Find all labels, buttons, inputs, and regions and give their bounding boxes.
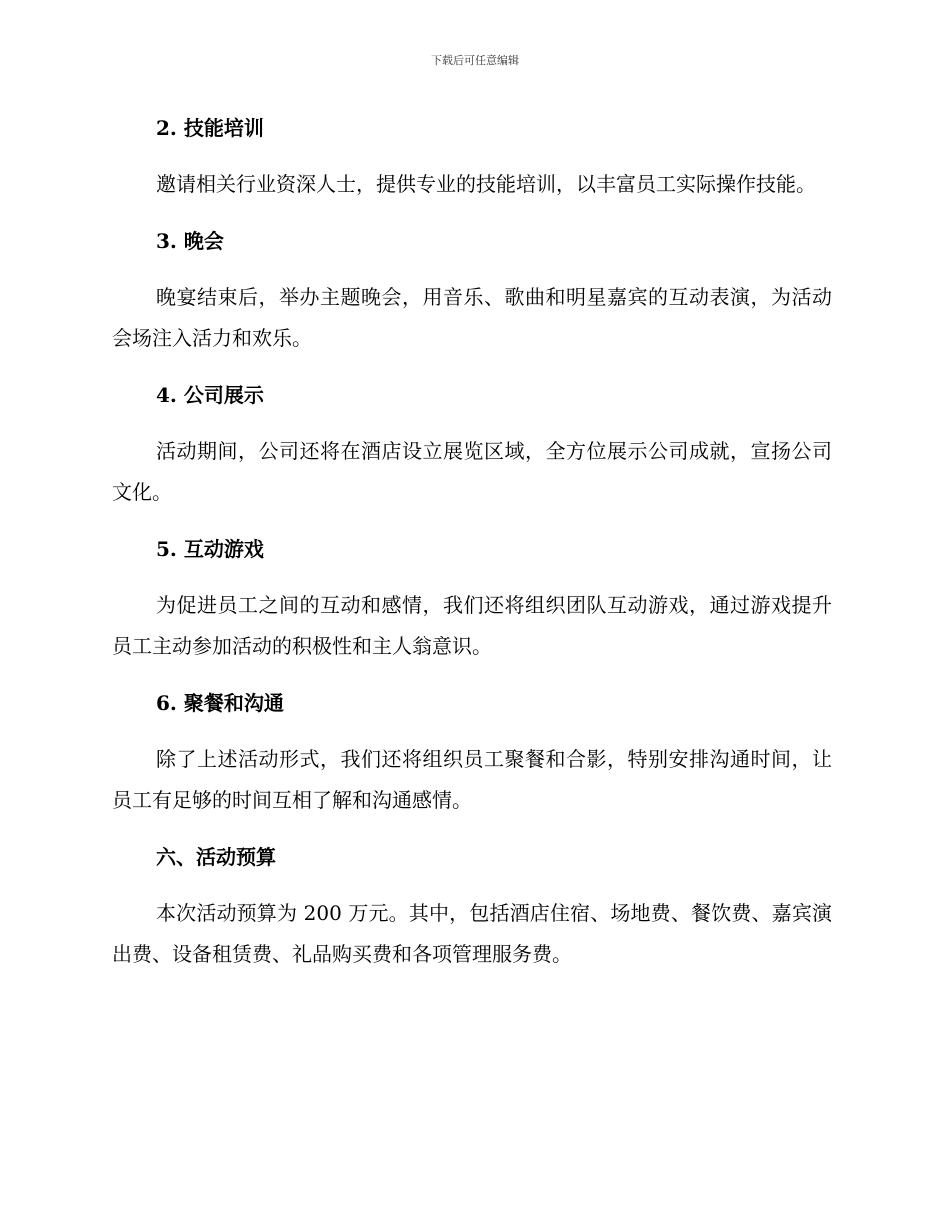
section-heading-skill-training: 2. 技能培训 — [156, 116, 264, 140]
section-heading-evening-party: 3. 晚会 — [156, 229, 224, 253]
document-body — [112, 112, 832, 975]
section-paragraph-dinner-communication: 除了上述活动形式，我们还将组织员工聚餐和合影，特别安排沟通时间，让员工有足够的时间互相了解和沟通感情。 — [112, 747, 832, 812]
section-paragraph-interactive-games: 为促进员工之间的互动和感情，我们还将组织团队互动游戏，通过游戏提升员工主动参加活动的积极性和主人翁意识。 — [112, 593, 832, 658]
section-paragraph-company-showcase: 活动期间，公司还将在酒店设立展览区域，全方位展示公司成就，宣扬公司文化。 — [112, 439, 832, 504]
section-paragraph-evening-party: 晚宴结束后，举办主题晚会，用音乐、歌曲和明星嘉宾的互动表演，为活动会场注入活力和欢乐。 — [112, 285, 832, 350]
page-header: 下载后可任意编辑 — [431, 54, 519, 67]
section-heading-company-showcase: 4. 公司展示 — [156, 383, 264, 407]
section-paragraph-skill-training: 邀请相关行业资深人士，提供专业的技能培训，以丰富员工实际操作技能。 — [156, 172, 816, 196]
section-heading-dinner-communication: 6. 聚餐和沟通 — [156, 691, 284, 715]
section-heading-activity-budget: 六、活动预算 — [156, 845, 276, 869]
section-heading-interactive-games: 5. 互动游戏 — [156, 537, 264, 561]
section-paragraph-activity-budget: 本次活动预算为 200 万元。其中，包括酒店住宿、场地费、餐饮费、嘉宾演出费、设备租赁费、礼品购买费和各项管理服务费。 — [112, 901, 832, 966]
